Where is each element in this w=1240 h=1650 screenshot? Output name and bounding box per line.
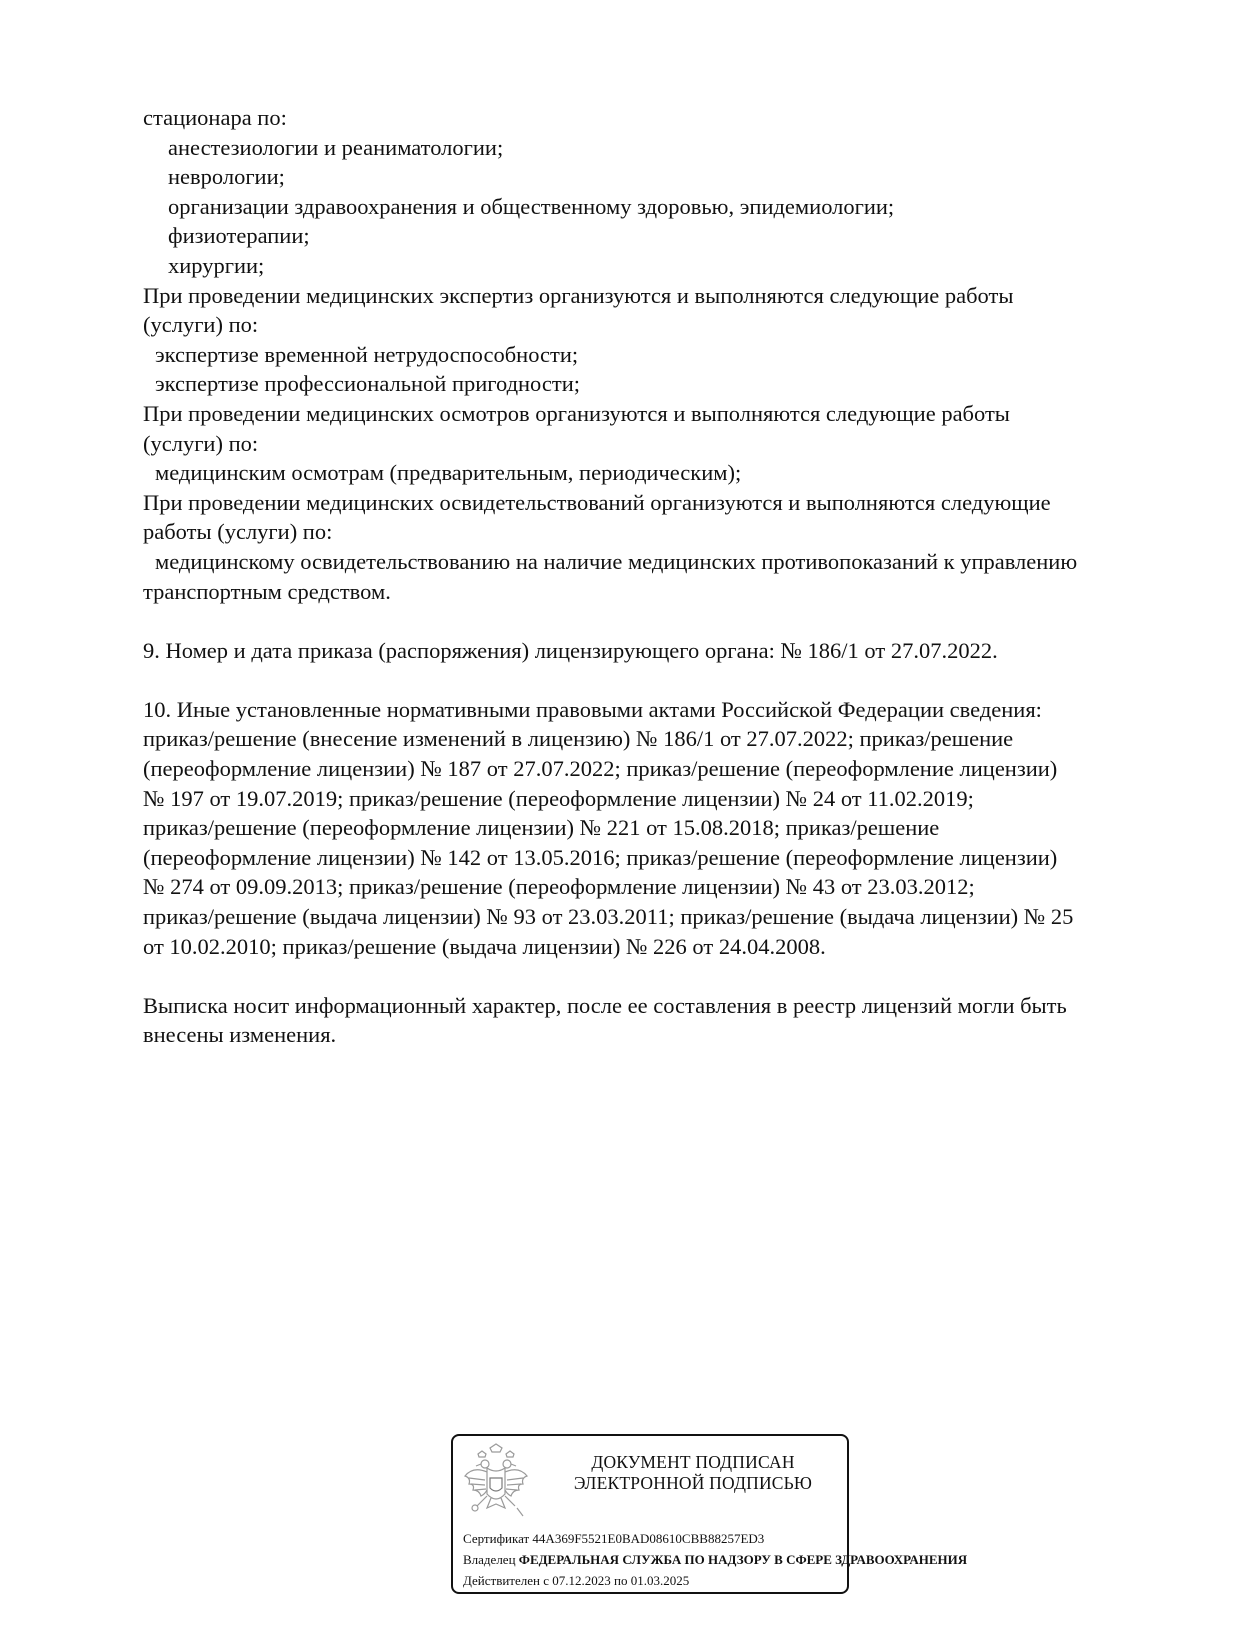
list-line: медицинским осмотрам (предварительным, периодическим); (155, 460, 742, 486)
note-line: Выписка носит информационный характер, после ее составления в реестр лицензий могли быть (143, 992, 1067, 1018)
services-list (143, 103, 1163, 606)
list-line: При проведении медицинских осмотров организуются и выполняются следующие работы (143, 400, 1010, 426)
owner-label: Владелец (463, 1552, 519, 1567)
list-line: физиотерапии; (168, 223, 310, 249)
list-line: экспертизе профессиональной пригодности; (155, 371, 580, 397)
list-line: При проведении медицинских освидетельствований организуются и выполняются следующие (143, 489, 1051, 515)
section-10-line: приказ/решение (переоформление лицензии) № 221 от 15.08.2018; приказ/решение (143, 815, 940, 841)
list-line: (услуги) по: (143, 430, 259, 456)
section-10-line: № 274 от 09.09.2013; приказ/решение (переоформление лицензии) № 43 от 23.03.2012; (143, 874, 975, 900)
russian-coat-of-arms-emblem-icon (461, 1442, 531, 1524)
section-10-line: приказ/решение (внесение изменений в лицензию) № 186/1 от 27.07.2022; приказ/решение (143, 726, 1014, 752)
list-line: хирургии; (168, 252, 265, 278)
list-line: стационара по: (143, 105, 287, 130)
owner-value: ФЕДЕРАЛЬНАЯ СЛУЖБА ПО НАДЗОРУ В СФЕРЕ ЗДРАВООХРАНЕНИЯ (518, 1552, 968, 1567)
electronic-signature-stamp (451, 1434, 968, 1594)
owner-row (463, 1549, 1023, 1570)
section-10-line: 10. Иные установленные нормативными правовыми актами Российской Федерации сведения: (143, 696, 1042, 722)
list-line: экспертизе временной нетрудоспособности; (155, 341, 579, 367)
list-line: медицинскому освидетельствованию на наличие медицинских противопоказаний к управлению (155, 548, 1078, 574)
list-line: неврологии; (168, 164, 285, 190)
note-line: внесены изменения. (143, 1022, 337, 1048)
section-10-line: (переоформление лицензии) № 142 от 13.05.2016; приказ/решение (переоформление лицензии) (143, 844, 1058, 870)
section-10-other-info (143, 695, 1163, 961)
stamp-title-line: ЭЛЕКТРОННОЙ ПОДПИСЬЮ (573, 1473, 813, 1493)
list-line: анестезиологии и реаниматологии; (168, 134, 504, 160)
informational-note (143, 991, 1163, 1050)
validity-period: Действителен с 07.12.2023 по 01.03.2025 (463, 1573, 690, 1588)
document-body (143, 103, 1163, 1050)
list-line: При проведении медицинских экспертиз организуются и выполняются следующие работы (143, 282, 1014, 308)
list-line: работы (услуги) по: (143, 519, 333, 545)
list-line: (услуги) по: (143, 312, 259, 338)
stamp-title (543, 1452, 843, 1494)
list-line: организации здравоохранения и общественному здоровью, эпидемиологии; (168, 193, 895, 219)
section-10-line: № 197 от 19.07.2019; приказ/решение (переоформление лицензии) № 24 от 11.02.2019; (143, 785, 974, 811)
list-line: транспортным средством. (143, 578, 391, 604)
section-10-line: (переоформление лицензии) № 187 от 27.07.2022; приказ/решение (переоформление лицензии) (143, 756, 1058, 782)
section-10-line: от 10.02.2010; приказ/решение (выдача лицензии) № 226 от 24.04.2008. (143, 933, 826, 959)
stamp-title-line: ДОКУМЕНТ ПОДПИСАН (591, 1452, 795, 1472)
section-10-line: приказ/решение (выдача лицензии) № 93 от 23.03.2011; приказ/решение (выдача лицензии) № 25 (143, 904, 1074, 930)
section-9-order-number: 9. Номер и дата приказа (распоряжения) лицензирующего органа: № 186/1 от 27.07.2022. (143, 637, 998, 663)
stamp-details (463, 1528, 1023, 1591)
certificate-number: Сертификат 44A369F5521E0BAD08610CBB88257ED3 (463, 1531, 765, 1546)
